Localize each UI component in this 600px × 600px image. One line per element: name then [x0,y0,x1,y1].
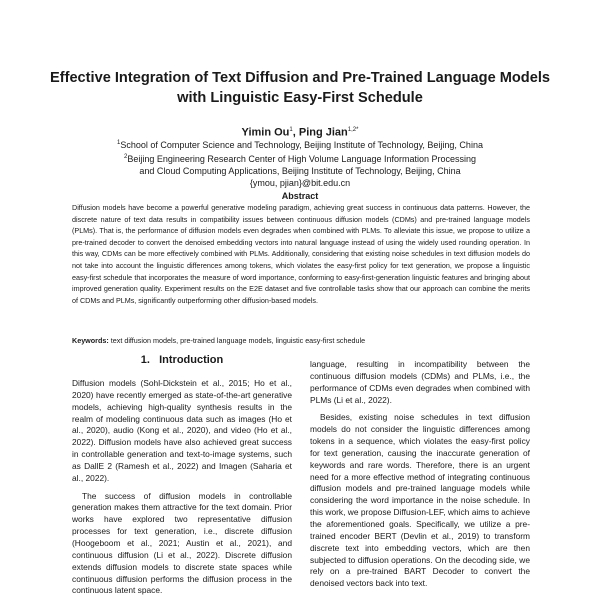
author-email [40,177,560,189]
affiliations [40,137,560,189]
left-column [72,353,292,597]
body-paragraph: Besides, existing noise schedules in text diffusion models do not consider the linguistic differences among tokens in a sequence, which violates the easy-first policy for text generation, causing the inaccurate generation of keywords and rare words. Therefore, there is an urgent need for a more effective method of integrating continuous diffusion models and pre-trained language models while considering the word importance in the noise schedule. In this work, we propose Diffusion-LEF, which aims to achieve the aforementioned goals. Specifically, we utilize a pre-trained encoder BERT (Devlin et al., 2019) to transform discrete text into embedding vectors, which are then subjected to diffusion operations. On the decoding side, we rely on a pre-trained BART Decoder to convert the denoised vectors back into text. [310,412,530,589]
body-paragraph: language, resulting in incompatibility between the continuous diffusion models (CDMs) and PLMs, i.e., the performance of CDMs even degrades when combined with PLMs (Li et al., 2022). [310,359,530,405]
keywords-label: Keywords: [72,336,109,345]
email-text: {ymou, pjian}@bit.edu.cn [249,178,351,188]
author-affil-mark: 1,2* [347,127,359,133]
affiliation-line [40,137,560,151]
section-heading [72,353,292,367]
right-column [310,359,530,590]
affiliation-line [40,165,560,177]
paper-title: Effective Integration of Text Diffusion and Pre-Trained Language Models with Linguistic Easy-First Schedule [49,70,551,106]
author-name: Yimin Ou [241,126,290,139]
author-name: Ping Jian [298,126,348,139]
section-number: 1. [140,354,150,366]
affiliation-mark: 2 [123,154,128,160]
body-paragraph: The success of diffusion models in controllable generation makes them attractive for the text domain. Prior works have explored two representative diffusion processes for text generation, i.e., discrete diffusion (Hoogeboom et al., 2021; Austin et al., 2021), and continuous diffusion (Li et al., 2022). Discrete diffusion extends diffusion models to discrete state spaces while continuous diffusion performs the diffusion process in the continuous latent space. [72,490,292,596]
author-separator: , [292,126,299,139]
abstract-body: Diffusion models have become a powerful generative modeling paradigm, achieving great success in continuous data patterns. However, the discrete nature of text data results in compatibility issues between continuous diffusion models (CDMs) and pre-trained language models (PLMs). That is, the performance of diffusion models even degrades when combined with PLMs. To alleviate this issue, we propose to utilize a pre-trained decoder to convert the denoised embedding vectors into natural language instead of using the widely used rounding operation. In this way, CDMs can be more effectively combined with PLMs. Additionally, considering that existing noise schedules in text diffusion models do not take into account the linguistic differences among tokens, which violates the easy-first policy for text generation, we propose a linguistic easy-first schedule that incorporates the measure of word importance, conforming to easy-first-generation linguistic features and bringing about improved generation quality. Experiment results on the E2E dataset and five controllable tasks show that our approach can combine the merits of CDMs and PLMs, significantly outperforming other diffusion-based models. [72,203,530,305]
keywords-text: text diffusion models, pre-trained language models, linguistic easy-first schedule [110,336,366,345]
keywords-line [72,335,530,346]
author-affil-mark: 1 [289,127,293,133]
abstract-heading: Abstract [281,191,319,201]
affiliation-text: and Cloud Computing Applications, Beijing Institute of Technology, Beijing, China [139,166,461,176]
affiliation-text: Beijing Engineering Research Center of High Volume Language Information Processing [127,154,477,164]
affiliation-line [40,151,560,165]
affiliation-text: School of Computer Science and Technology, Beijing Institute of Technology, Beijing, China [120,140,483,150]
body-paragraph: Diffusion models (Sohl-Dickstein et al., 2015; Ho et al., 2020) have recently emerged as state-of-the-art generative models, achieving high-quality synthesis results in the realm of modeling continuous data such as images (Ho et al., 2020), audio (Kong et al., 2020), and video (Ho et al., 2022). Diffusion models have also achieved great success in controllable generation and text-to-image systems, such as DallE 2 (Ramesh et al., 2022) and Imagen (Saharia et al., 2022). [72,378,292,483]
affiliation-mark: 1 [117,140,121,146]
section-title: Introduction [159,354,224,366]
